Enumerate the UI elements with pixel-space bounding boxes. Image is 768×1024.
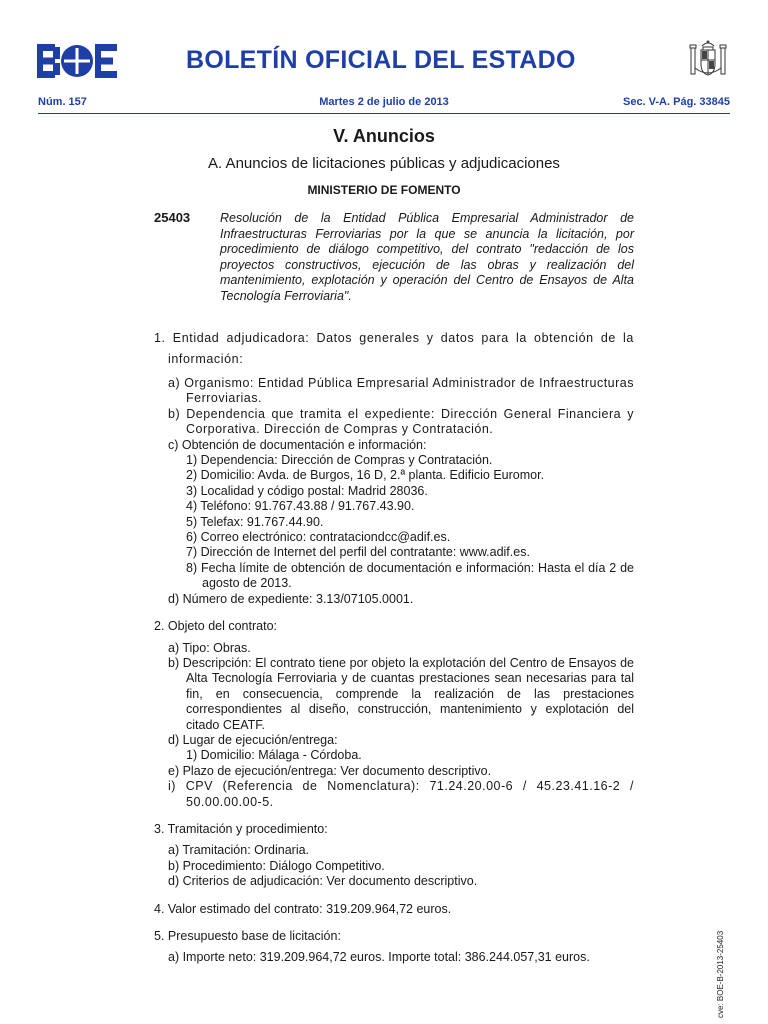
section-title: V. Anuncios — [333, 126, 435, 146]
subsection-title: A. Anuncios de licitaciones públicas y adjudicaciones — [208, 155, 560, 172]
item-2a: a) Tipo: Obras. — [168, 640, 251, 655]
item-1c-6: 6) Correo electrónico: contrataciondcc@adif.es. — [186, 530, 451, 545]
item-1d: d) Número de expediente: 3.13/07105.0001. — [168, 591, 414, 606]
announcement-body — [154, 328, 634, 966]
masthead-title: BOLETÍN OFICIAL DEL ESTADO — [186, 46, 576, 74]
item-1c: c) Obtención de documentación e información: — [168, 437, 427, 452]
item-1c-8: 8) Fecha límite de obtención de documentación e información: Hasta el día 2 de agosto de 2013. — [186, 560, 634, 591]
item-5a: a) Importe neto: 319.209.964,72 euros. Importe total: 386.244.057,31 euros. — [168, 950, 590, 965]
item-1c-2: 2) Domicilio: Avda. de Burgos, 16 D, 2.ª planta. Edificio Euromor. — [186, 468, 545, 483]
section-5-title: 5. Presupuesto base de licitación: — [154, 929, 341, 943]
section-2-title: 2. Objeto del contrato: — [154, 619, 277, 634]
section-4-title: 4. Valor estimado del contrato: 319.209.964,72 euros. — [154, 901, 452, 916]
item-1c-3: 3) Localidad y código postal: Madrid 28036. — [186, 483, 428, 498]
item-1b: b) Dependencia que tramita el expediente: Dirección General Financiera y Corporativa. Dirección de Compras y Contratación. — [168, 406, 634, 437]
item-1c-4: 4) Teléfono: 91.767.43.88 / 91.767.43.90. — [186, 499, 415, 514]
item-2d: d) Lugar de ejecución/entrega: — [168, 732, 338, 747]
item-2i: i) CPV (Referencia de Nomenclatura): 71.24.20.00-6 / 45.23.41.16-2 / 50.00.00.00-5. — [168, 779, 634, 809]
header-divider — [38, 113, 730, 114]
issue-date: Martes 2 de julio de 2013 — [319, 96, 449, 108]
section-3-title: 3. Tramitación y procedimiento: — [154, 821, 328, 836]
section-page: Sec. V-A. Pág. 33845 — [622, 96, 730, 108]
issue-meta-bar — [38, 96, 730, 114]
issue-number: Núm. 157 — [38, 96, 87, 108]
item-2d-1: 1) Domicilio: Málaga - Córdoba. — [186, 748, 362, 763]
spain-coat-of-arms-icon — [688, 38, 728, 82]
item-3b: b) Procedimiento: Diálogo Competitivo. — [168, 858, 385, 873]
item-1c-5: 5) Telefax: 91.767.44.90. — [186, 514, 324, 529]
cve-code: cve: BOE-B-2013-25403 — [716, 930, 725, 1018]
item-1c-7: 7) Dirección de Internet del perfil del contratante: www.adif.es. — [186, 545, 530, 560]
announcement-summary: Resolución de la Entidad Pública Empresarial Administrador de Infraestructuras Ferroviarias por la que se anuncia la licitación, por procedimiento de diálogo competitivo, del contrato "redacción de los proyectos constructivos, ejecución de las obras y realización del mantenimiento, explotación y operación del Centro de Ensayos de Alta Tecnología Ferroviaria". — [220, 211, 634, 303]
item-1a: a) Organismo: Entidad Pública Empresarial Administrador de Infraestructuras Ferroviarias. — [168, 376, 634, 406]
item-3a: a) Tramitación: Ordinaria. — [168, 843, 310, 858]
ministry-heading: MINISTERIO DE FOMENTO — [307, 183, 461, 197]
boe-logo — [37, 44, 117, 78]
item-2e: e) Plazo de ejecución/entrega: Ver documento descriptivo. — [168, 763, 492, 778]
section-1-title: 1. Entidad adjudicadora: Datos generales y datos para la obtención de la información: — [154, 331, 634, 366]
item-2b: b) Descripción: El contrato tiene por objeto la explotación del Centro de Ensayos de Alta Tecnología Ferroviaria y de cuantas prestaciones sean necesarias para tal fin, en consecuencia, comprende la realización de las prestaciones correspondientes al diseño, construcción, mantenimiento y explotación del citado CEATF. — [168, 655, 634, 732]
item-3d: d) Criterios de adjudicación: Ver documento descriptivo. — [168, 874, 478, 889]
item-1c-1: 1) Dependencia: Dirección de Compras y Contratación. — [186, 453, 493, 468]
announcement-number: 25403 — [154, 210, 191, 225]
